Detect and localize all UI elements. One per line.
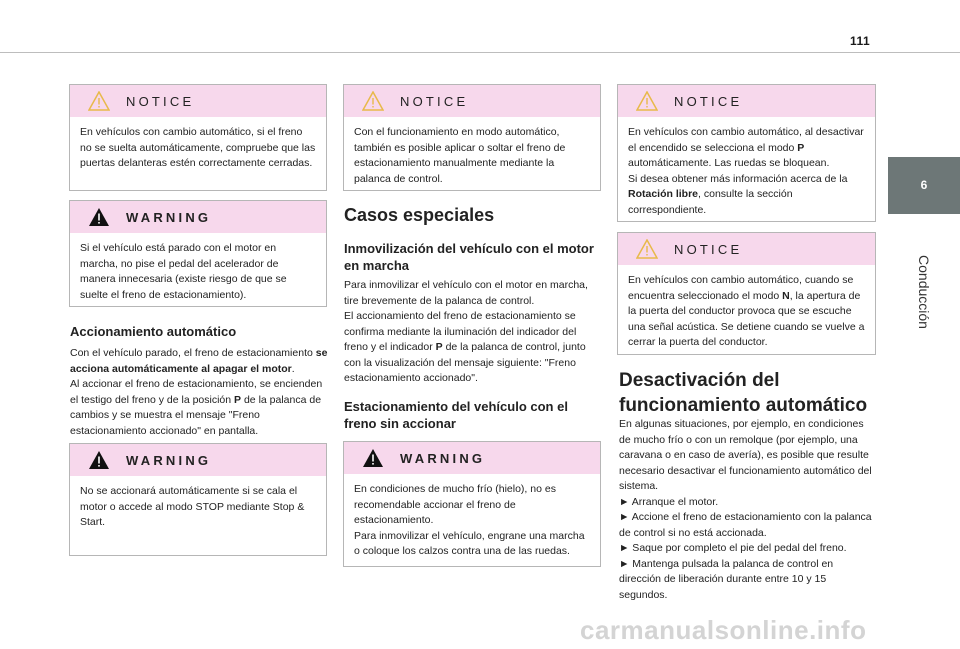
caution-triangle-icon bbox=[636, 91, 658, 111]
text-span: Al accionar el freno de estacionamiento, se encienden el testigo del freno y de la posición bbox=[70, 378, 323, 406]
warning-triangle-icon bbox=[362, 448, 384, 468]
text-line: En condiciones de mucho frío (hielo), no es recomendable accionar el freno de estacionamiento. bbox=[354, 483, 556, 526]
warning-title: WARNING bbox=[126, 209, 212, 225]
notice-text bbox=[618, 265, 875, 351]
warning-header bbox=[70, 201, 326, 233]
page-number: 111 bbox=[850, 34, 871, 48]
notice-title: NOTICE bbox=[126, 93, 195, 109]
notice-header bbox=[618, 233, 875, 265]
text-line bbox=[628, 172, 865, 219]
header-rule bbox=[0, 52, 960, 53]
section-title-automatic: Accionamiento automático bbox=[70, 324, 237, 339]
warning-triangle-icon bbox=[88, 207, 110, 227]
bold-span: se acciona automáticamente al apagar el motor bbox=[70, 347, 328, 375]
notice-box-1 bbox=[69, 84, 327, 191]
notice-text: En vehículos con cambio automático, si el freno no se suelta automáticamente, compruebe que las puertas delanteras estén correctamente cerradas. bbox=[80, 126, 316, 169]
text-span: de la palanca de cambios y se muestra el mensaje "Freno estacionamiento accionado" en pantalla. bbox=[70, 393, 322, 437]
step-item: ► Saque por completo el pie del pedal del freno. bbox=[619, 542, 847, 554]
bold-span: P bbox=[797, 141, 805, 154]
notice-box-3 bbox=[617, 84, 876, 222]
text-span: El accionamiento del freno de estacionamiento se confirma mediante la iluminación del indicador del freno y el indicador bbox=[344, 310, 577, 353]
chapter-label: Conducción bbox=[916, 255, 932, 329]
notice-title: NOTICE bbox=[400, 93, 469, 109]
section-title-deactivation: Desactivación del funcionamiento automático bbox=[619, 370, 868, 416]
notice-box-2 bbox=[343, 84, 601, 191]
notice-text: Con el funcionamiento en modo automático, también es posible aplicar o soltar el freno de estacionamiento manualmente mediante la palanca de control. bbox=[354, 126, 566, 185]
notice-text bbox=[618, 117, 875, 218]
step-item: ► Accione el freno de estacionamiento con la palanca de control si no está accionada. bbox=[619, 511, 872, 539]
text-span: Si desea obtener más información acerca de la bbox=[628, 172, 848, 185]
bold-span: P bbox=[234, 393, 242, 406]
text-line bbox=[344, 309, 600, 387]
text-span: de la palanca de control, junto con la visualización del mensaje siguiente: "Freno estacionamiento accionado". bbox=[344, 341, 586, 384]
text-line bbox=[628, 125, 865, 172]
text-span: . bbox=[291, 362, 295, 375]
text-span: automáticamente. Las ruedas se bloquean. bbox=[628, 157, 830, 169]
step-item: ► Arranque el motor. bbox=[619, 495, 719, 508]
warning-text: Si el vehículo está parado con el motor en marcha, no pise el pedal del acelerador de manera innecesaria (existe riesgo de que se suelte el freno de estacionamiento). bbox=[80, 242, 287, 301]
text-span: En vehículos con cambio automático, cuando se encuentra seleccionado el modo bbox=[628, 274, 854, 302]
step-item: ► Mantenga pulsada la palanca de control en dirección de liberación durante entre 10 y 15 segundos. bbox=[619, 557, 834, 601]
caution-triangle-icon bbox=[636, 239, 658, 259]
text-line: Para inmovilizar el vehículo con el motor en marcha, tire brevemente de la palanca de control. bbox=[344, 279, 588, 307]
warning-header bbox=[70, 444, 326, 476]
warning-triangle-icon bbox=[88, 450, 110, 470]
notice-header bbox=[344, 85, 600, 117]
caution-triangle-icon bbox=[362, 91, 384, 111]
notice-header bbox=[70, 85, 326, 117]
warning-box-2 bbox=[69, 443, 327, 556]
subsection-title-running: Inmovilización del vehículo con el motor en marcha bbox=[344, 241, 594, 273]
text-span: Con el vehículo parado, el freno de estacionamiento bbox=[70, 347, 313, 359]
warning-text: No se accionará automáticamente si se cala el motor o accede al modo STOP mediante Stop & Start. bbox=[80, 485, 305, 528]
warning-title: WARNING bbox=[400, 450, 486, 466]
notice-box-4 bbox=[617, 232, 876, 355]
notice-title: NOTICE bbox=[674, 93, 743, 109]
bold-span: N bbox=[782, 289, 790, 302]
caution-triangle-icon bbox=[88, 91, 110, 111]
watermark: carmanualsonline.info bbox=[580, 615, 867, 645]
paragraph-running bbox=[344, 278, 600, 387]
text-span: , la apertura de la puerta del conductor provoca que se escuche una señal acústica. Se detiene cuando se vuelve a cerrar la puerta del conductor. bbox=[628, 289, 865, 348]
bold-span: Rotación libre bbox=[628, 188, 699, 200]
warning-text bbox=[344, 474, 600, 560]
paragraph-automatic bbox=[70, 346, 328, 439]
notice-title: NOTICE bbox=[674, 241, 743, 257]
chapter-tab[interactable]: 6 bbox=[888, 157, 960, 214]
text-line: En algunas situaciones, por ejemplo, en condiciones de mucho frío o con un remolque (por ejemplo, una caravana o en caso de avería), es posible que resulte necesario desactivar el funcionamiento automático del sistema. bbox=[619, 418, 872, 492]
section-title-special: Casos especiales bbox=[344, 205, 495, 225]
subsection-title-parking: Estacionamiento del vehículo con el freno sin accionar bbox=[344, 399, 568, 431]
warning-box-3 bbox=[343, 441, 601, 567]
bold-span: P bbox=[435, 341, 443, 353]
warning-header bbox=[344, 442, 600, 474]
warning-box-1 bbox=[69, 200, 327, 307]
paragraph-deactivation bbox=[619, 417, 875, 603]
text-line: Para inmovilizar el vehículo, engrane una marcha o coloque los calzos contra una de las ruedas. bbox=[354, 529, 585, 557]
text-span: En vehículos con cambio automático, al desactivar el encendido se selecciona el modo bbox=[628, 126, 864, 154]
notice-header bbox=[618, 85, 875, 117]
warning-title: WARNING bbox=[126, 452, 212, 468]
text-span: , consulte la sección correspondiente. bbox=[628, 188, 793, 216]
